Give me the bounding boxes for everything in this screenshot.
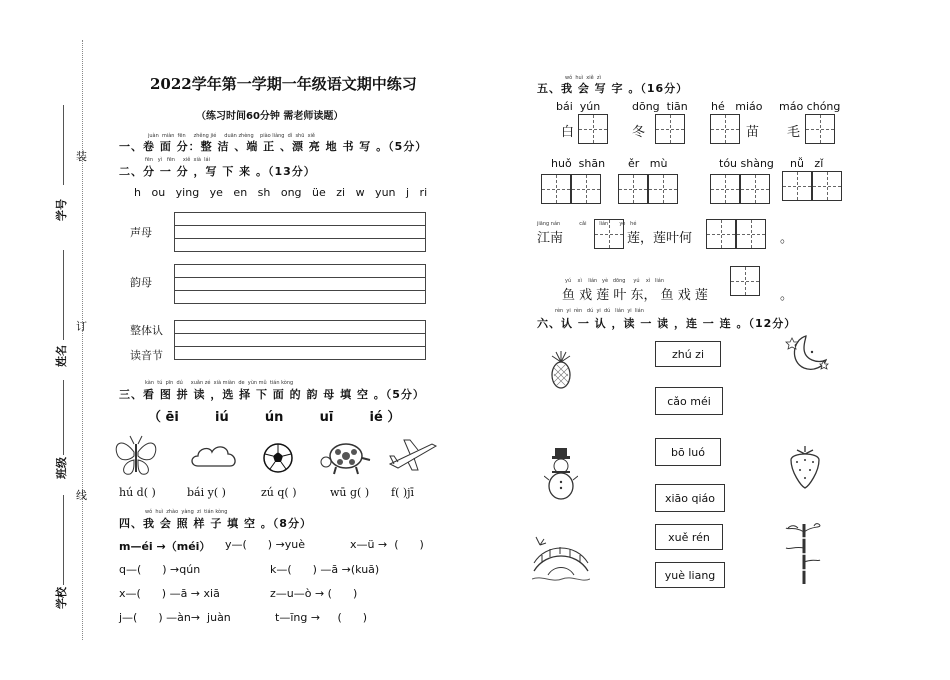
section-2-letters: h ou ying ye en sh ong üe zi w yun j ri bbox=[134, 186, 428, 199]
section-6-pinyin: rèn yi rèn dú yi dú lián yi lián bbox=[555, 308, 644, 314]
cloud-icon bbox=[188, 440, 240, 474]
section-3-pinyin: kàn tú pīn dú xuǎn zé xià miàn de yùn mǔ tián kòng bbox=[145, 380, 294, 386]
fill-line-2-a[interactable]: q—( ) →qún bbox=[119, 563, 201, 576]
answer-feiji[interactable]: f( )jī bbox=[391, 486, 415, 499]
turtle-icon bbox=[318, 434, 374, 476]
zhengti-answer-box[interactable] bbox=[174, 320, 426, 360]
write-box-chong[interactable] bbox=[805, 114, 835, 144]
write-box-yun[interactable] bbox=[578, 114, 608, 144]
write-box-mu[interactable] bbox=[648, 174, 678, 204]
sentence-2-text: 鱼 戏 莲 叶 东， 鱼 戏 莲 bbox=[562, 288, 708, 303]
section-5-heading: 五、我 会 写 字 。（16分） bbox=[537, 82, 689, 95]
page-subtitle: （练习时间60分钟 需老师读题） bbox=[196, 111, 344, 122]
write-box-huo[interactable] bbox=[541, 174, 571, 204]
student-id-line[interactable] bbox=[63, 105, 64, 185]
write-box-tou[interactable] bbox=[710, 174, 740, 204]
page-title: 2022学年第一学期一年级语文期中练习 bbox=[150, 75, 417, 93]
pinyin-nvzi: nǚ zǐ bbox=[790, 157, 824, 170]
shengmu-answer-box[interactable] bbox=[174, 212, 426, 252]
section-2-pinyin: fēn yì fēn xiě xià lái bbox=[145, 157, 210, 163]
answer-zuqiu[interactable]: zú q( ) bbox=[261, 486, 297, 499]
section-4-heading: 四、我 会 照 样 子 填 空 。（8分） bbox=[119, 517, 312, 530]
pinyin-maochong: máo chóng bbox=[779, 100, 841, 113]
bamboo-icon bbox=[784, 520, 822, 586]
school-label: 学校 bbox=[55, 587, 68, 609]
moon-icon bbox=[782, 332, 832, 374]
binding-dotted-line bbox=[82, 40, 83, 640]
write-box-cai[interactable] bbox=[594, 219, 624, 249]
section-3-options: （ ēi iú ún uī ié ） bbox=[148, 410, 401, 425]
binding-mark-ding: 订 bbox=[76, 320, 87, 333]
answer-wugui[interactable]: wū g( ) bbox=[330, 486, 370, 499]
char-mao: 毛 bbox=[787, 125, 801, 140]
butterfly-icon bbox=[112, 432, 160, 480]
row-label-yunmu: 韵母 bbox=[130, 276, 152, 289]
write-box-nv[interactable] bbox=[782, 171, 812, 201]
sentence-1-end: 。 bbox=[780, 231, 794, 246]
sentence-1-start: 江南 bbox=[537, 231, 564, 246]
section-6-heading: 六、认 一 认 ，读 一 读 ，连 一 连 。（12分） bbox=[537, 317, 797, 330]
sentence-2-end: 。 bbox=[780, 288, 794, 303]
school-line[interactable] bbox=[63, 495, 64, 585]
pinyin-ermu: ěr mù bbox=[628, 157, 668, 170]
class-label: 班级 bbox=[55, 457, 68, 479]
write-box-tian3[interactable] bbox=[736, 219, 766, 249]
pineapple-icon bbox=[546, 350, 576, 390]
word-card-caomei[interactable]: cǎo méi bbox=[655, 387, 723, 415]
word-card-xiaoqiao[interactable]: xiāo qiáo bbox=[655, 484, 725, 512]
student-id-label: 学号 bbox=[55, 199, 68, 221]
snowman-icon bbox=[544, 446, 578, 502]
fill-line-1-example: m—éi →（méi） bbox=[119, 540, 211, 553]
pinyin-baiyun: bái yún bbox=[556, 100, 601, 113]
binding-mark-zhuang: 装 bbox=[76, 150, 87, 163]
word-card-yueliang[interactable]: yuè liang bbox=[655, 562, 725, 588]
pinyin-hemiao: hé miáo bbox=[711, 100, 763, 113]
word-card-boluo[interactable]: bō luó bbox=[655, 438, 721, 466]
write-box-zi[interactable] bbox=[812, 171, 842, 201]
word-card-xueren[interactable]: xuě rén bbox=[655, 524, 723, 550]
write-box-shang[interactable] bbox=[740, 174, 770, 204]
fill-line-3-a[interactable]: x—( ) —ā → xiā bbox=[119, 587, 220, 600]
fill-line-4-b[interactable]: t—īng → ( ) bbox=[275, 611, 368, 624]
write-box-shan[interactable] bbox=[571, 174, 601, 204]
name-line[interactable] bbox=[63, 250, 64, 340]
sentence-2-pinyin: yú xì lián yè dōng yú xì lián bbox=[565, 278, 665, 284]
strawberry-icon bbox=[787, 444, 823, 490]
sentence-1-mid: 莲，莲叶何 bbox=[627, 231, 693, 246]
row-label-zhengti: 整体认 bbox=[130, 324, 163, 337]
char-dong: 冬 bbox=[632, 125, 646, 140]
bridge-icon bbox=[532, 535, 590, 587]
sentence-1-pinyin: jiāng nán cǎi lián yè hé bbox=[537, 221, 637, 227]
binding-mark-xian: 线 bbox=[76, 489, 87, 502]
section-1-pinyin: juàn miàn fēn zhěng jié duān zhèng piào liàng dì shū xiě bbox=[148, 133, 316, 139]
char-bai: 白 bbox=[561, 125, 575, 140]
yunmu-answer-box[interactable] bbox=[174, 264, 426, 304]
section-3-heading: 三、看 图 拼 读 ，选 择 下 面 的 韵 母 填 空 。（5分） bbox=[119, 388, 425, 401]
row-label-shengmu: 声母 bbox=[130, 226, 152, 239]
write-box-tian2[interactable] bbox=[706, 219, 736, 249]
pinyin-toushang: tóu shàng bbox=[719, 157, 774, 170]
section-2-heading: 二、分 一 分 ，写 下 来 。（13分） bbox=[119, 165, 316, 178]
class-line[interactable] bbox=[63, 380, 64, 455]
airplane-icon bbox=[386, 434, 438, 474]
football-icon bbox=[262, 442, 294, 474]
answer-hudie[interactable]: hú d( ) bbox=[119, 486, 156, 499]
row-label-duyinjie: 读音节 bbox=[130, 349, 163, 362]
write-box-tian[interactable] bbox=[655, 114, 685, 144]
fill-line-4-a[interactable]: j—( ) —àn→ juàn bbox=[119, 611, 231, 624]
write-box-sentence2[interactable] bbox=[730, 266, 760, 296]
fill-line-1-b[interactable]: y—( ) →yuè bbox=[225, 538, 306, 551]
fill-line-2-b[interactable]: k—( ) —ā →(kuā) bbox=[270, 563, 380, 576]
write-box-he[interactable] bbox=[710, 114, 740, 144]
pinyin-huoshan: huǒ shān bbox=[551, 157, 606, 170]
fill-line-1-c[interactable]: x—ü → ( ) bbox=[350, 538, 424, 551]
name-label: 姓名 bbox=[55, 345, 68, 367]
fill-line-3-b[interactable]: z—u—ò → ( ) bbox=[270, 587, 358, 600]
pinyin-dongtian: dōng tiān bbox=[632, 100, 688, 113]
write-box-er[interactable] bbox=[618, 174, 648, 204]
section-5-pinyin: wǒ huì xiě zì bbox=[565, 75, 601, 81]
answer-baiyun[interactable]: bái y( ) bbox=[187, 486, 226, 499]
word-card-zhuzi[interactable]: zhú zi bbox=[655, 341, 721, 367]
char-miao: 苗 bbox=[746, 125, 760, 140]
section-1-heading: 一、卷 面 分：整 洁 、端 正 、漂 亮 地 书 写 。（5分） bbox=[119, 140, 428, 153]
section-4-pinyin: wǒ huì zhào yàng zi tián kòng bbox=[145, 509, 228, 515]
